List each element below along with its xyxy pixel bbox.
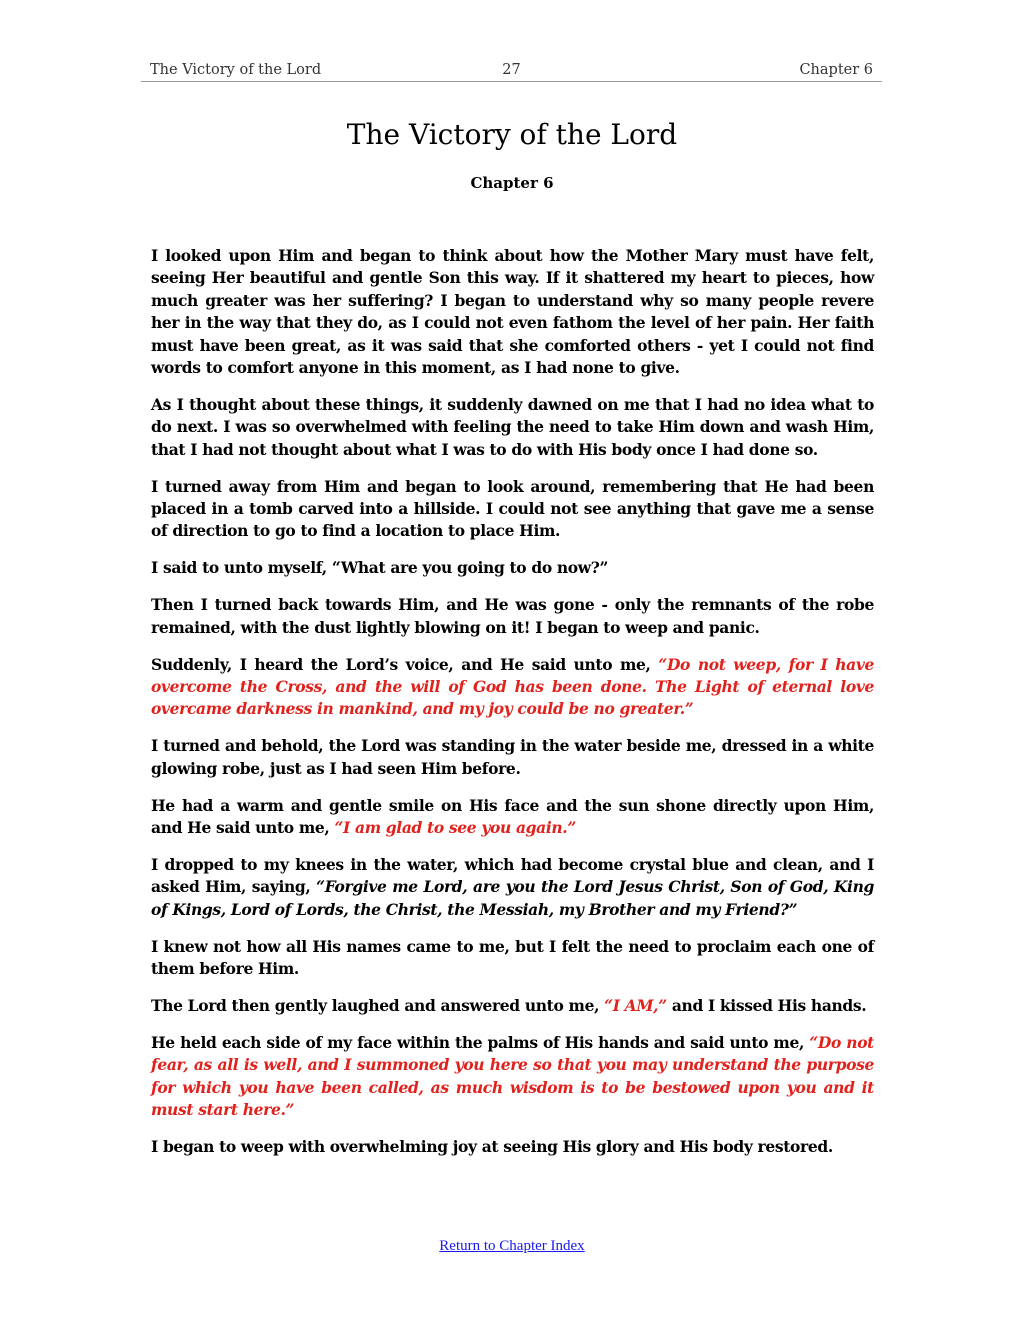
paragraph-4: I said to unto myself, “What are you going to do now?” <box>151 558 609 578</box>
running-header <box>141 61 882 82</box>
lord-quote: “I AM,” <box>604 995 667 1015</box>
paragraph-7: I turned and behold, the Lord was standing in the water beside me, dressed in a white glowing robe, just as I had seen Him before. <box>151 736 874 778</box>
chapter-body <box>151 245 874 1173</box>
chapter-subtitle: Chapter 6 <box>470 174 554 192</box>
paragraph-13: I began to weep with overwhelming joy at seeing His glory and His body restored. <box>151 1137 833 1156</box>
header-chapter: Chapter 6 <box>799 62 873 78</box>
paragraph-9: I dropped to my knees in the water, which had become crystal blue and clean, and I asked Him, saying, “Forgive me Lord, are you the Lord Jesus Christ, Son of God, King of Kings, Lord of Lords, the Christ, the Messiah, my Brother and my Friend?” <box>151 854 874 919</box>
paragraph-5: Then I turned back towards Him, and He was gone - only the remnants of the robe remained, with the dust lightly blowing on it! I began to weep and panic. <box>151 595 874 637</box>
page-title: The Victory of the Lord <box>346 118 678 151</box>
paragraph-6: Suddenly, I heard the Lord’s voice, and He said unto me, “Do not weep, for I have overcome the Cross, and the will of God has been done. The Light of eternal love overcame darkness in mankind, and my joy could be no greater.” <box>151 654 874 719</box>
lord-quote: “I am glad to see you again.” <box>334 818 576 838</box>
paragraph-2: As I thought about these things, it suddenly dawned on me that I had no idea what to do next. I was so overwhelmed with feeling the need to take Him down and wash Him, that I had not thought about what I was to do with His body once I had done so. <box>151 394 874 459</box>
narrator-quote: “Forgive me Lord, are you the Lord Jesus Christ, Son of God, King of Kings, Lord of Lords, the Christ, the Messiah, my Brother and my Friend?” <box>151 877 874 919</box>
footer <box>0 1238 1024 1255</box>
header-book-title: The Victory of the Lord <box>150 62 322 78</box>
return-to-chapter-index-link[interactable]: Return to Chapter Index <box>439 1238 585 1254</box>
paragraph-3: I turned away from Him and began to look around, remembering that He had been placed in a tomb carved into a hillside. I could not see anything that gave me a sense of direction to go to find a location to place Him. <box>151 476 874 541</box>
header-page-number: 27 <box>502 62 521 78</box>
lord-quote: “Do not fear, as all is well, and I summoned you here so that you may understand the purpose for which you have been called, as much wisdom is to be bestowed upon you and it must start here.” <box>151 1032 874 1120</box>
paragraph-1: I looked upon Him and began to think about how the Mother Mary must have felt, seeing Her beautiful and gentle Son this way. If it shattered my heart to pieces, how much greater was her suffering? I began to understand why so many people revere her in the way that they do, as I could not even fathom the level of her pain. Her faith must have been great, as it was said that she comforted others - yet I could not find words to comfort anyone in this moment, as I had none to give. <box>151 246 874 378</box>
paragraph-12: He held each side of my face within the palms of His hands and said unto me, “Do not fear, as all is well, and I summoned you here so that you may understand the purpose for which you have been called, as much wisdom is to be bestowed upon you and it must start here.” <box>151 1032 874 1120</box>
paragraph-11: The Lord then gently laughed and answered unto me, “I AM,” and I kissed His hands. <box>151 995 867 1015</box>
paragraph-8: He had a warm and gentle smile on His face and the sun shone directly upon Him, and He said unto me, “I am glad to see you again.” <box>151 795 874 838</box>
lord-quote: “Do not weep, for I have overcome the Cross, and the will of God has been done. The Light of eternal love overcame darkness in mankind, and my joy could be no greater.” <box>151 654 874 719</box>
paragraph-10: I knew not how all His names came to me, but I felt the need to proclaim each one of them before Him. <box>151 936 874 979</box>
